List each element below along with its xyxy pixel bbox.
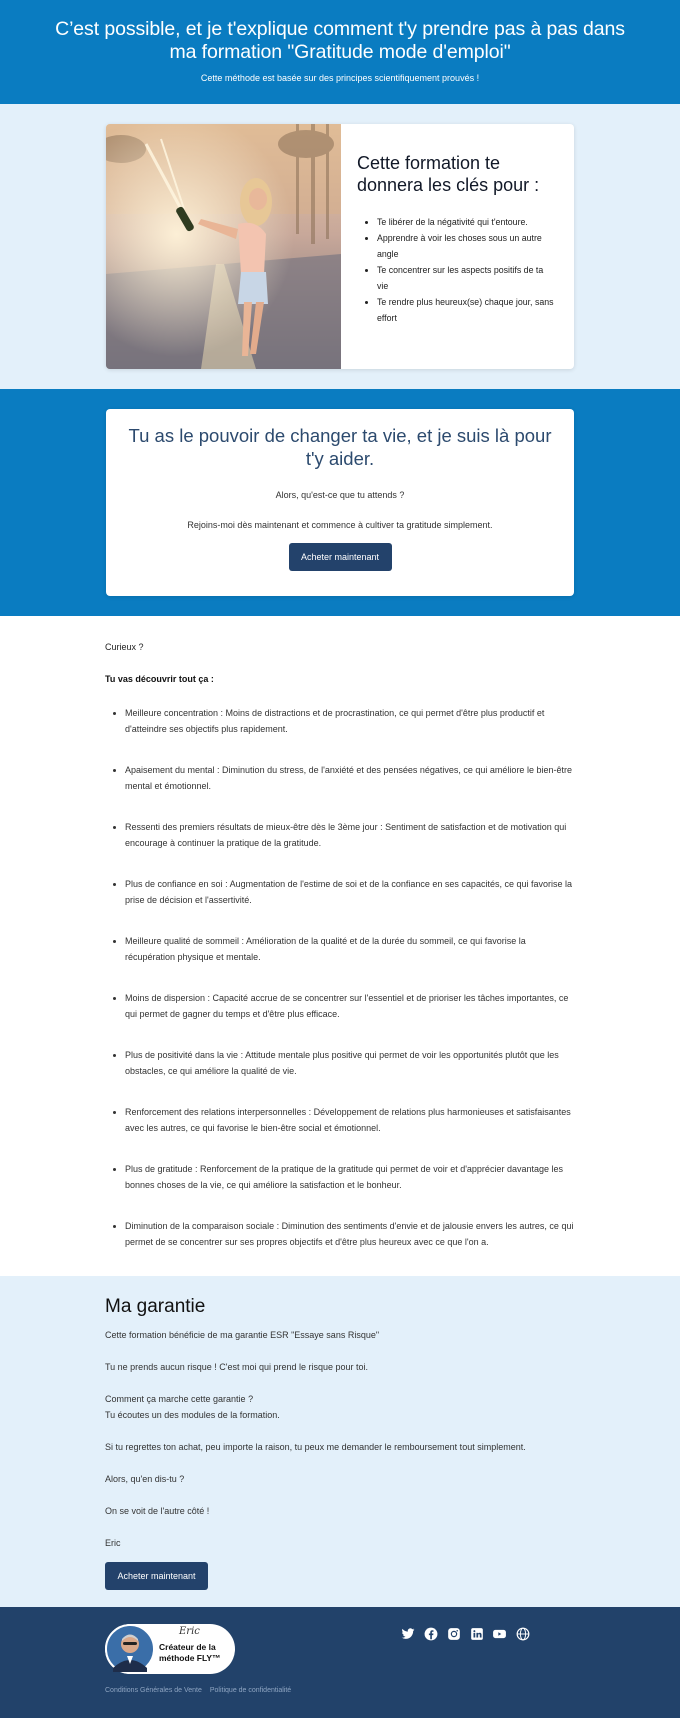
power-invite: Rejoins-moi dès maintenant et commence à cultiver ta gratitude simplement. [187,520,493,530]
guarantee-how: Comment ça marche cette garantie ? [105,1394,254,1404]
facebook-icon[interactable] [423,1626,438,1641]
creator-badge [105,1624,235,1674]
guarantee-text: Alors, qu'en dis-tu ? [105,1474,185,1484]
signature: Eric [179,1626,200,1637]
benefits-list [105,705,575,1250]
badge-text [155,1642,221,1664]
keys-item: • Apprendre à voir les choses sous un autre angle [377,230,554,262]
buy-now-button-bottom[interactable]: Acheter maintenant [105,1562,208,1590]
keys-list [357,214,554,326]
guarantee-text: Si tu regrettes ton achat, peu importe la raison, tu peux me demander le remboursement tout simplement. [105,1442,526,1452]
linkedin-icon[interactable] [469,1626,484,1641]
guarantee-text [105,1391,575,1423]
list-item: • Plus de positivité dans la vie : Attitude mentale plus positive qui permet de voir les opportunités plutôt que les obstacles, ce qui améliore la qualité de vie. [125,1047,575,1079]
power-heading: Tu as le pouvoir de changer ta vie, et je suis là pour t'y aider. [128,425,552,469]
list-item: • Plus de confiance en soi : Augmentation de l'estime de soi et de la confiance en ses capacités, ce qui favorise la prise de décision et l'assertivité. [125,876,575,908]
guarantee-text: Cette formation bénéficie de ma garantie ESR "Essaye sans Risque" [105,1330,380,1340]
keys-card [106,124,574,369]
list-item: • Meilleure concentration : Moins de distractions et de procrastination, ce qui permet d'être plus productif et d'atteindre ses objectifs plus rapidement. [125,705,575,737]
hero-title: C’est possible, et je t'explique comment t'y prendre pas à pas dans ma formation "Gratitude mode d'emploi" [55,18,625,63]
guarantee-signature: Eric [105,1538,121,1548]
list-item: • Apaisement du mental : Diminution du stress, de l'anxiété et des pensées négatives, ce qui améliore le bien-être mental et émotionnel. [125,762,575,794]
keys-item: • Te rendre plus heureux(se) chaque jour, sans effort [377,294,554,326]
list-item: • Renforcement des relations interpersonnelles : Développement de relations plus harmonieuses et satisfaisantes avec les autres, ce qui favorise le bien-être social et émotionnel. [125,1104,575,1136]
power-section [0,389,680,616]
guarantee-listen: Tu écoutes un des modules de la formation. [105,1410,280,1420]
guarantee-section [0,1276,680,1607]
privacy-link[interactable]: Politique de confidentialité [209,1687,292,1694]
youtube-icon[interactable] [492,1626,507,1641]
buy-now-button[interactable]: Acheter maintenant [289,543,392,571]
keys-content [341,124,574,369]
social-links [400,1626,530,1641]
keys-section [0,104,680,389]
hero-photo [106,124,341,369]
guarantee-text: On se voit de l'autre côté ! [105,1506,210,1516]
keys-item: • Te libérer de la négativité qui t'entoure. [377,214,554,230]
hero-banner [0,0,680,104]
badge-line: méthode FLY™ [159,1653,221,1663]
instagram-icon[interactable] [446,1626,461,1641]
avatar [105,1624,155,1674]
twitter-icon[interactable] [400,1626,415,1641]
list-item: • Diminution de la comparaison sociale : Diminution des sentiments d'envie et de jalousie envers les autres, ce qui permet de se concentrer sur ses propres objectifs et d'être plus heureux avec ce que l'on a. [125,1218,575,1250]
guarantee-text: Tu ne prends aucun risque ! C'est moi qui prend le risque pour toi. [105,1362,369,1372]
list-item: • Meilleure qualité de sommeil : Amélioration de la qualité et de la durée du sommeil, ce qui favorise la récupération physique et mentale. [125,933,575,965]
power-question: Alors, qu'est-ce que tu attends ? [275,490,405,500]
terms-link[interactable]: Conditions Générales de Vente [105,1687,202,1694]
list-item: • Ressenti des premiers résultats de mieux-être dès le 3ème jour : Sentiment de satisfaction et de motivation qui encourage à continuer la pratique de la gratitude. [125,819,575,851]
list-item: • Plus de gratitude : Renforcement de la pratique de la gratitude qui permet de voir et d'apprécier davantage les bonnes choses de la vie, ce qui améliore la satisfaction et le bonheur. [125,1161,575,1193]
legal-links [105,1687,575,1694]
keys-item: • Te concentrer sur les aspects positifs de ta vie [377,262,554,294]
list-item: • Moins de dispersion : Capacité accrue de se concentrer sur l'essentiel et de prioriser les tâches importantes, ce qui permet de gagner du temps et d'être plus efficace. [125,990,575,1022]
benefits-intro: Curieux ? [105,642,144,652]
benefits-lead: Tu vas découvrir tout ça : [105,674,214,684]
benefits-section [0,616,680,1276]
badge-line: Créateur de la [159,1642,216,1652]
footer [0,1607,680,1718]
power-card [106,409,574,596]
hero-subtitle: Cette méthode est basée sur des principes scientifiquement prouvés ! [200,73,480,83]
guarantee-heading: Ma garantie [105,1296,206,1317]
keys-heading: Cette formation te donnera les clés pour : [357,153,540,195]
website-icon[interactable] [515,1626,530,1641]
